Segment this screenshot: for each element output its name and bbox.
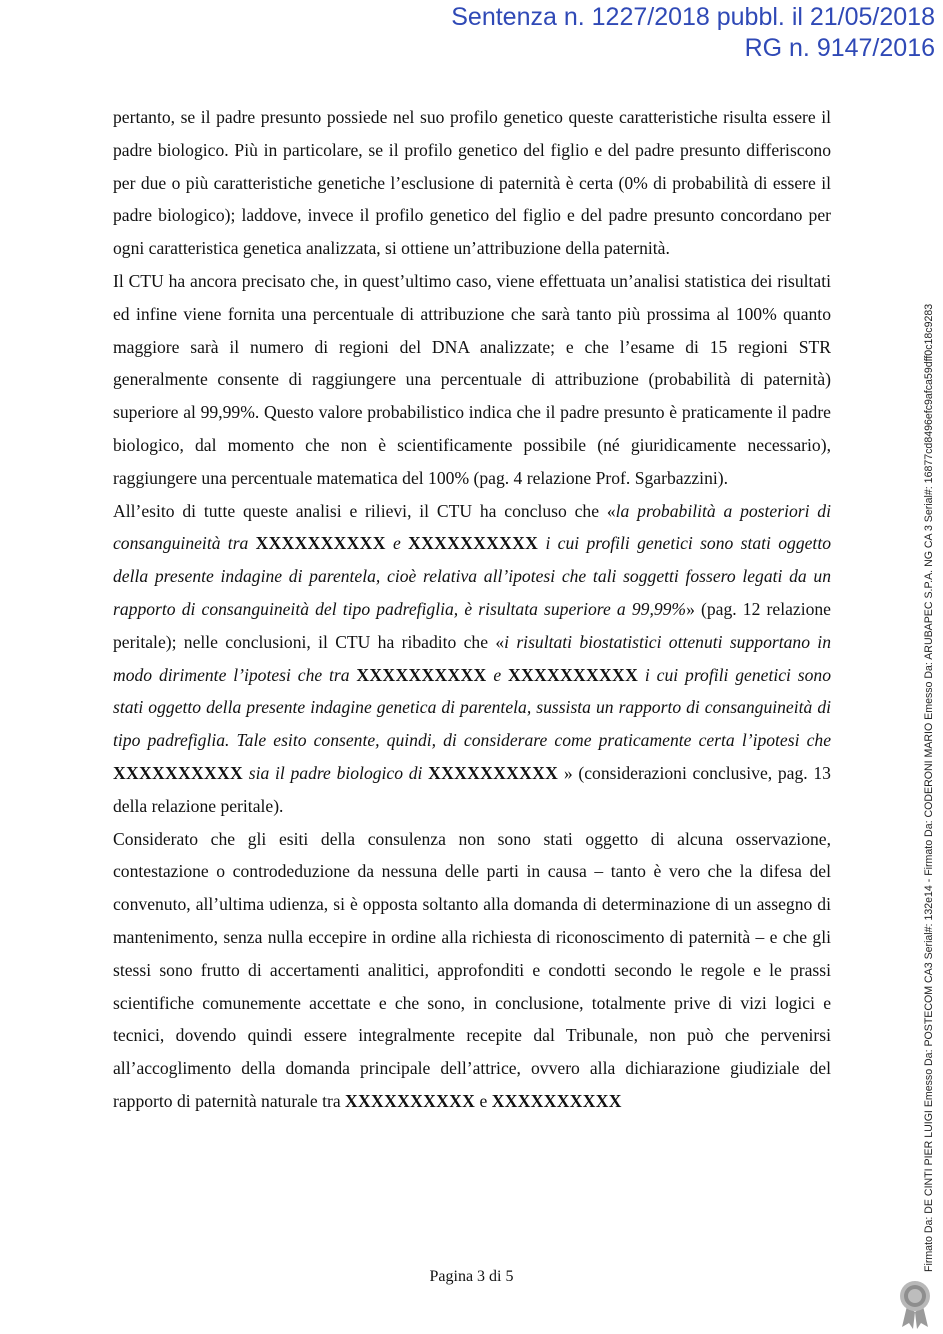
text-run: » (considerazioni conclusive, pag. 13 della relazione peritale).	[113, 762, 831, 816]
quote-run: la probabilità a posteriori di consanguineità tra	[113, 500, 831, 554]
document-body	[113, 101, 831, 1118]
redacted-name: XXXXXXXXXX	[345, 1090, 476, 1111]
quote-run: sia il padre biologico di	[243, 762, 429, 783]
paragraph-4	[113, 823, 831, 1118]
redacted-name: XXXXXXXXXX	[255, 533, 386, 554]
header-sentenza-number: Sentenza n. 1227/2018 pubbl. il 21/05/2018	[451, 3, 935, 31]
paragraph-2: Il CTU ha ancora precisato che, in quest’ultimo caso, viene effettuata un’analisi statistica dei risultati ed infine viene fornita una percentuale di attribuzione che sarà tanto più prossima al 100% quanto maggiore sarà il numero di regioni del DNA analizzate; e che l’esame di 15 regioni STR generalmente consente di raggiungere una percentuale di attribuzione (probabilità di paternità) superiore al 99,99%. Questo valore probabilistico indica che il padre presunto è praticamente il padre biologico, dal momento che non è scientificamente possibile (né giuridicamente necessario), raggiungere una percentuale matematica del 100% (pag. 4 relazione Prof. Sgarbazzini).	[113, 270, 831, 488]
text-run: All’esito di tutte queste analisi e rilievi, il CTU ha concluso che «	[113, 500, 616, 521]
text-run: » (pag. 12 relazione peritale); nelle conclusioni, il CTU ha ribadito che «	[113, 598, 831, 652]
quote-run: e	[486, 664, 509, 685]
quote-run: i risultati biostatistici ottenuti supportano in modo dirimente l’ipotesi che tra	[113, 631, 831, 685]
redacted-name: XXXXXXXXXX	[508, 664, 639, 685]
redacted-name: XXXXXXXXXX	[428, 762, 559, 783]
quote-run: e	[385, 533, 409, 554]
digital-signature-text: Firmato Da: DE CINTI PIER LUIGI Emesso Da: POSTECOM CA3 Serial#: 132e14 - Firmato Da: CODERONI MARIO Emesso Da: ARUBAPEC S.P.A. NG CA 3 Serial#: 16877cd8496efc9afca59dff0c18c9283	[923, 303, 935, 1272]
redacted-name: XXXXXXXXXX	[491, 1090, 622, 1111]
seal-icon	[898, 1280, 932, 1330]
text-run: e	[475, 1090, 492, 1111]
redacted-name: XXXXXXXXXX	[356, 664, 487, 685]
quote-run: i cui profili genetici sono stati oggetto della presente indagine genetica di parentela, sussista un rapporto di consanguineità di tipo padrefiglia. Tale esito consente, quindi, di considerare come praticamente certa l’ipotesi che	[113, 664, 832, 751]
text-run: Considerato che gli esiti della consulenza non sono stati oggetto di alcuna osservazione, contestazione o controdeduzione da nessuna delle parti in causa – tanto è vero che la difesa del convenuto, all’ultima udienza, si è opposta soltanto alla domanda di determinazione di un assegno di mantenimento, senza nulla eccepire in ordine alla richiesta di riconoscimento di paternità – e che gli stessi sono frutto di accertamenti analitici, approfonditi e condotti secondo le regole e le prassi scientifiche comunemente accettate e che sono, in conclusione, totalmente prive di vizi logici e tecnici, dovendo quindi essere integralmente recepite dal Tribunale, non può che pervenirsi all’accoglimento della domanda principale dell’attrice, ovvero alla dichiarazione giudiziale del rapporto di paternità naturale tra	[113, 828, 831, 1111]
paragraph-3	[113, 495, 831, 823]
page-number: Pagina 3 di 5	[429, 1268, 514, 1285]
redacted-name: XXXXXXXXXX	[113, 762, 244, 783]
paragraph-1: pertanto, se il padre presunto possiede nel suo profilo genetico queste caratteristiche risulta essere il padre biologico. Più in particolare, se il profilo genetico del figlio e del padre presunto differiscono per due o più caratteristiche genetiche l’esclusione di paternità è certa (0% di probabilità di essere il padre biologico); laddove, invece il profilo genetico del figlio e del padre presunto concordano per ogni caratteristica genetica analizzata, si ottiene un’attribuzione della paternità.	[113, 107, 831, 259]
redacted-name: XXXXXXXXXX	[408, 533, 539, 554]
quote-run: i cui profili genetici sono stati oggetto della presente indagine di parentela, cioè relativa all’ipotesi che tali soggetti fossero legati da un rapporto di consanguineità del tipo padrefiglia, è risultata superiore a 99,99%	[113, 533, 832, 619]
header-rg-number: RG n. 9147/2016	[744, 34, 935, 62]
